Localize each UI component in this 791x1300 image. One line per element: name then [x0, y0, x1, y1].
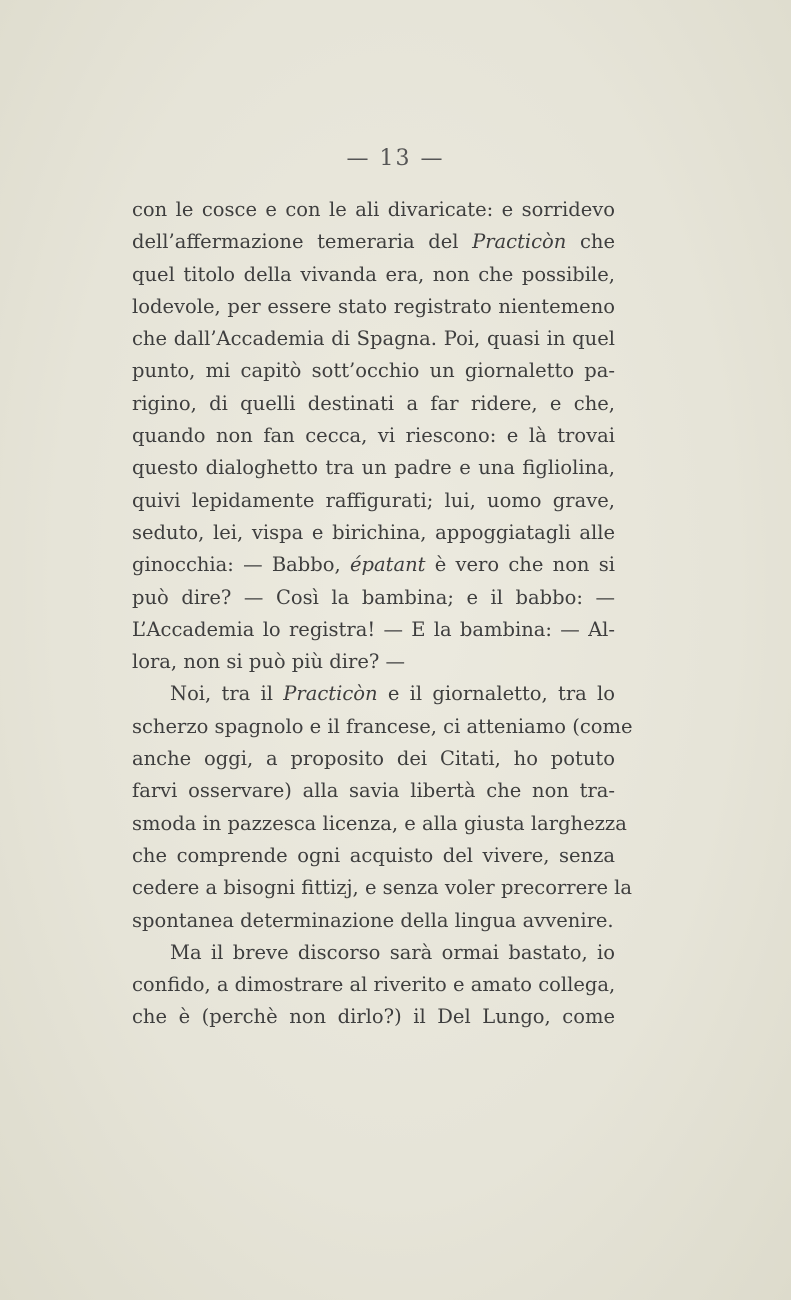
text-line: scherzo spagnolo e il francese, ci atteniamo (come	[132, 714, 633, 738]
text-line: smoda in pazzesca licenza, e alla giusta larghezza	[132, 811, 627, 835]
text-line: seduto, lei, vispa e birichina, appoggiatagli alle	[132, 520, 615, 544]
text-line: dell’affermazione temeraria del Practicòn che	[132, 230, 615, 254]
text-line: cedere a bisogni fittizj, e senza voler precorrere la	[132, 876, 633, 900]
body-text	[132, 194, 633, 1034]
text-line: Ma il breve discorso sarà ormai bastato, io	[170, 940, 615, 964]
text-line: ginocchia: — Babbo, épatant è vero che non si	[132, 553, 615, 577]
text-line: quivi lepidamente raffigurati; lui, uomo grave,	[132, 488, 615, 512]
page-number: — 13 —	[346, 146, 445, 171]
text-line: quando non fan cecca, vi riescono: e là trovai	[132, 424, 615, 448]
text-line: che comprende ogni acquisto del vivere, senza	[132, 843, 615, 867]
text-line: con le cosce e con le ali divaricate: e sorridevo	[132, 198, 615, 221]
text-line: lodevole, per essere stato registrato nientemeno	[132, 294, 615, 318]
text-line: può dire? — Così la bambina; e il babbo: —	[132, 585, 615, 609]
text-line: farvi osservare) alla savia libertà che non tra-	[132, 779, 615, 803]
text-line: che è (perchè non dirlo?) il Del Lungo, come	[132, 1005, 615, 1029]
text-line: rigino, di quelli destinati a far ridere, e che,	[132, 391, 615, 415]
text-line: spontanea determinazione della lingua avvenire.	[132, 908, 614, 932]
text-line: anche oggi, a proposito dei Citati, ho potuto	[132, 747, 615, 771]
text-line: Noi, tra il Practicòn e il giornaletto, tra lo	[170, 682, 615, 706]
text-line: confido, a dimostrare al riverito e amato collega,	[132, 973, 616, 997]
text-line: che dall’Accademia di Spagna. Poi, quasi in quel	[132, 327, 615, 351]
text-line: punto, mi capitò sott’occhio un giornaletto pa-	[132, 359, 615, 383]
text-line: lora, non si può più dire? —	[132, 650, 406, 674]
text-line: L’Accademia lo registra! — E la bambina: — Al-	[132, 617, 615, 641]
text-line: quel titolo della vivanda era, non che possibile,	[132, 262, 615, 286]
text-line: questo dialoghetto tra un padre e una figliolina,	[132, 456, 615, 480]
